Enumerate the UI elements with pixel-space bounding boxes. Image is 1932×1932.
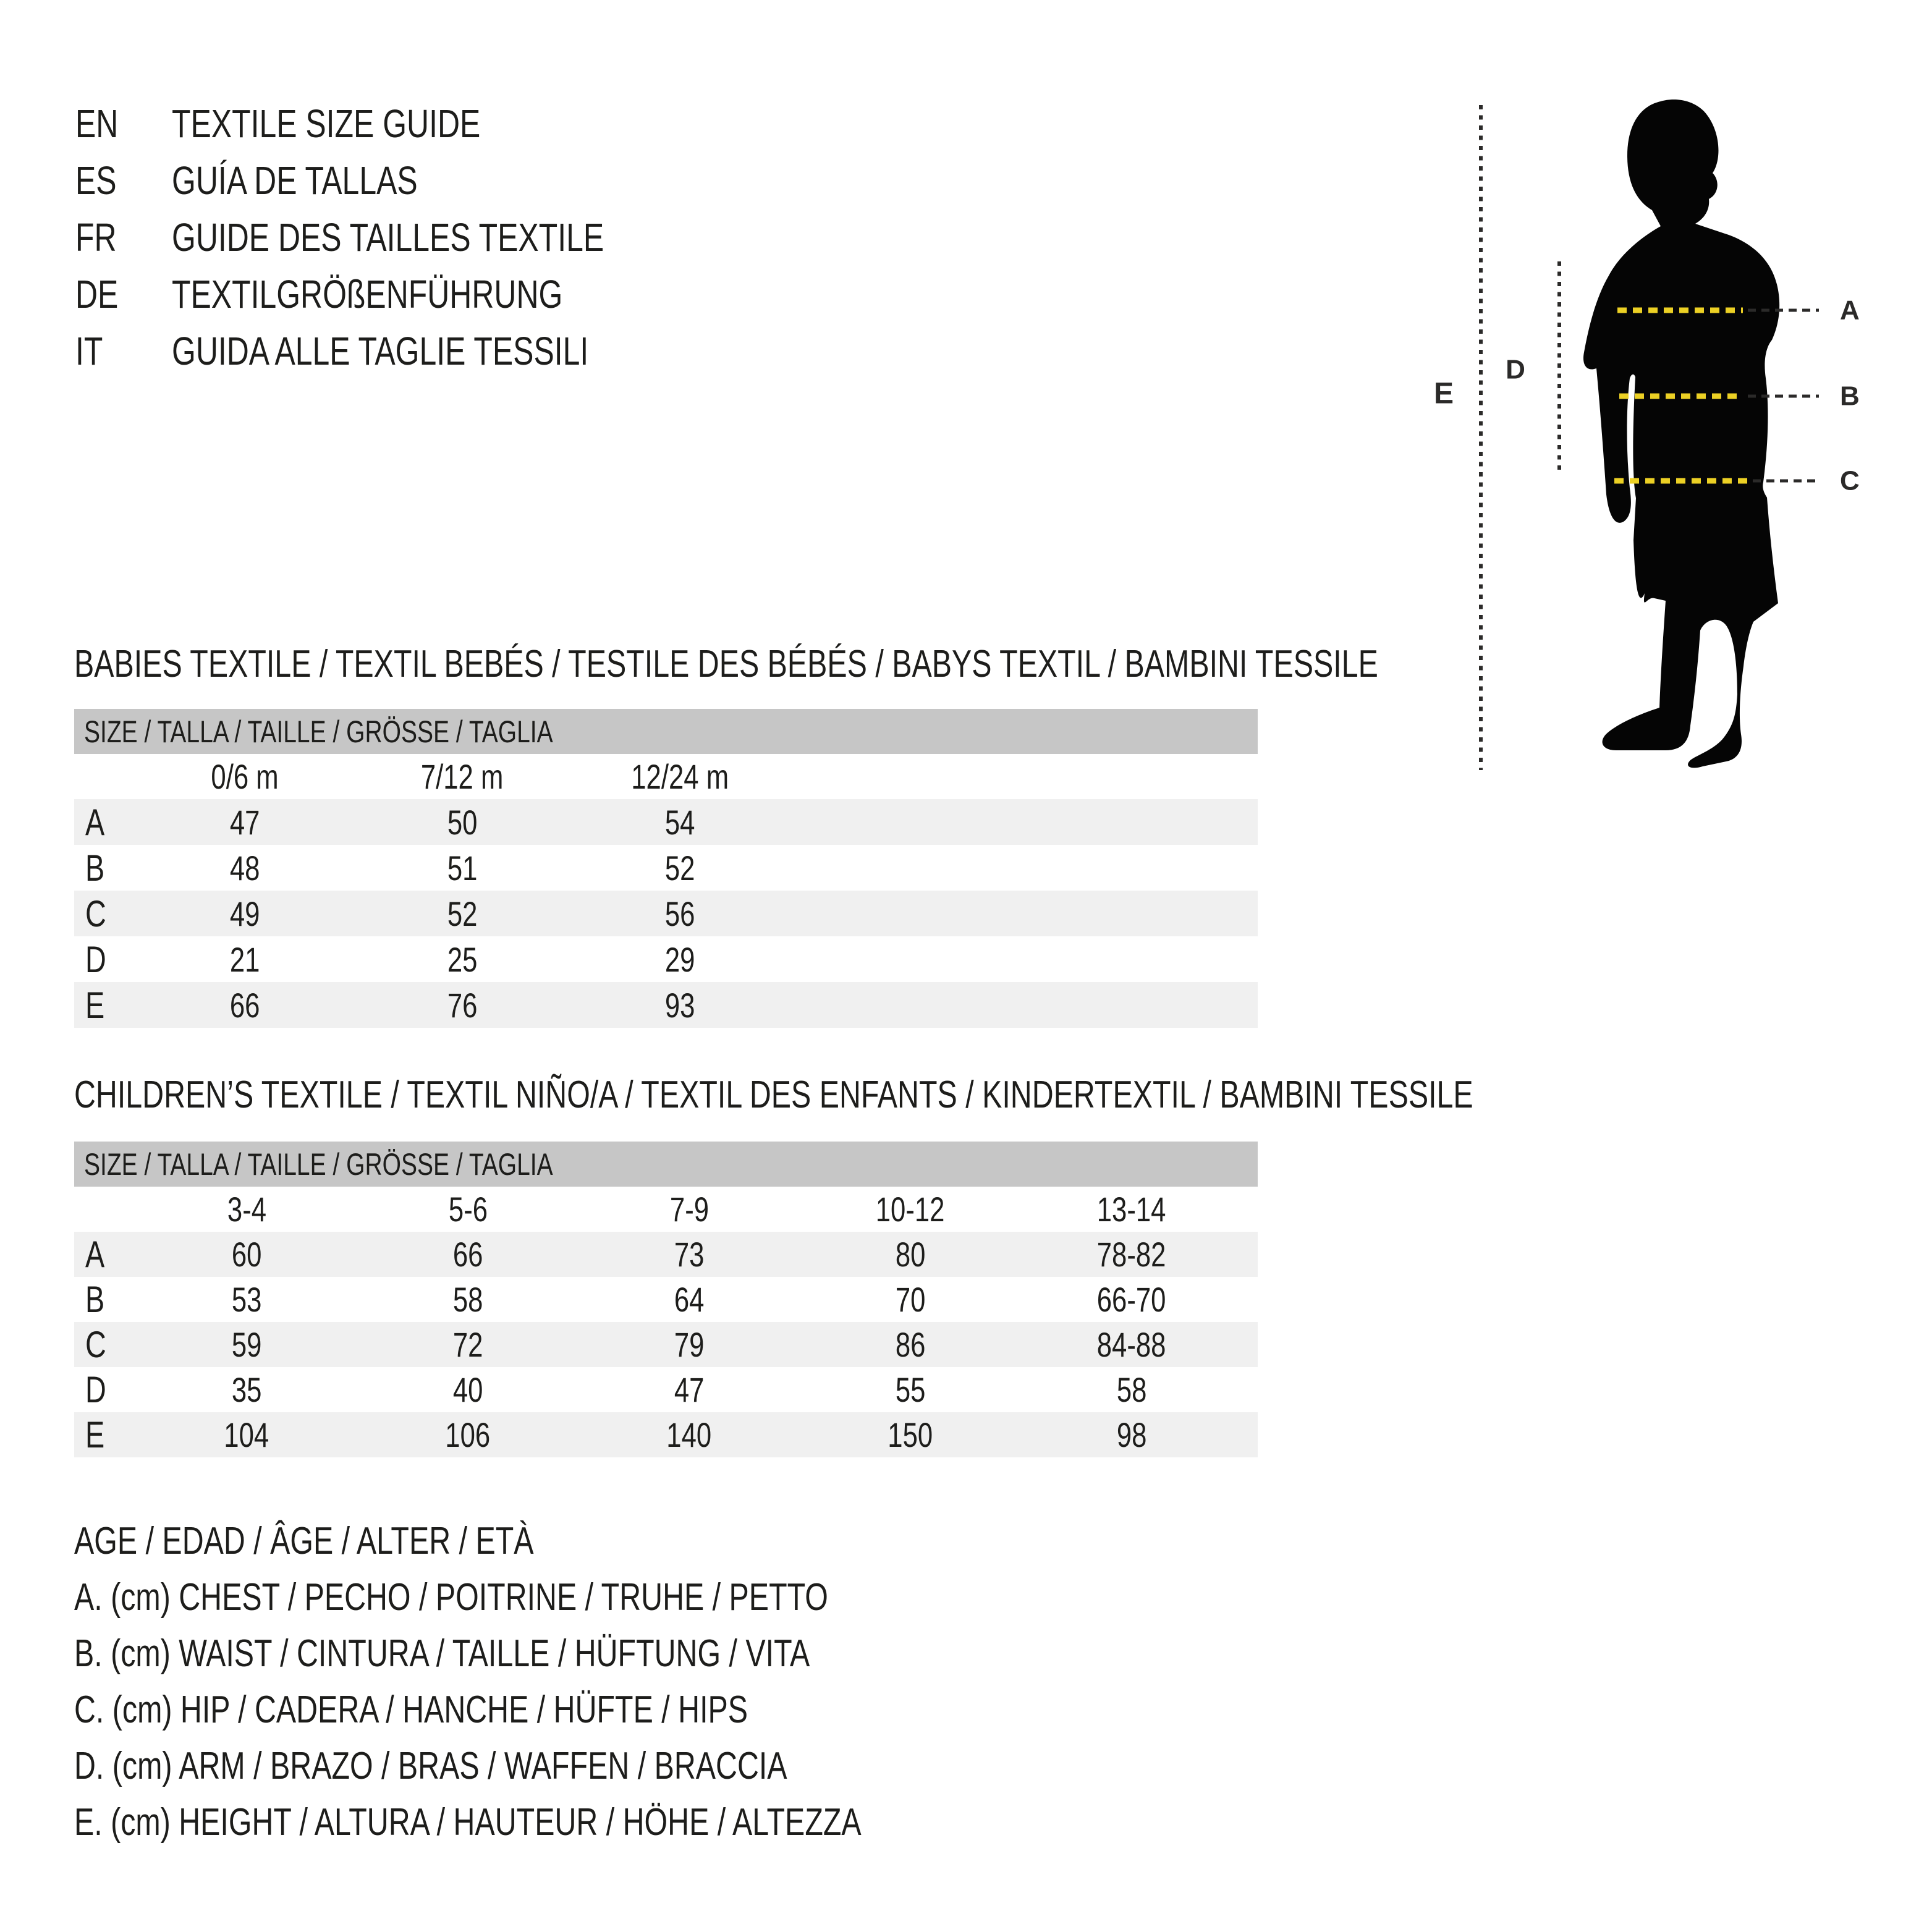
babies-size-table: [74, 709, 1258, 1028]
size-cell: [357, 1234, 578, 1274]
size-cell: [354, 939, 571, 980]
size-cell-text: 52: [664, 848, 695, 888]
legend-line: [74, 1625, 1083, 1682]
size-cell: [571, 848, 789, 888]
language-code-text: DE: [75, 272, 119, 316]
size-cell: [354, 894, 571, 934]
row-label-text: B: [85, 847, 105, 889]
language-title-text: GUÍA DE TALLAS: [172, 158, 418, 203]
language-row: [75, 266, 726, 323]
size-cell-text: 47: [674, 1370, 705, 1409]
row-label: [74, 892, 136, 935]
size-cell-text: 29: [664, 939, 695, 979]
size-cell: [354, 802, 571, 842]
babies-section-heading: [74, 644, 1746, 685]
size-cell-text: 53: [231, 1280, 262, 1319]
size-cell: [357, 1324, 578, 1365]
row-label-text: B: [85, 1279, 105, 1320]
size-cell: [578, 1234, 800, 1274]
size-cell: [571, 985, 789, 1025]
column-header: [136, 756, 354, 797]
language-title-text: TEXTILGRÖßENFÜHRUNG: [172, 272, 563, 316]
size-cell-text: 48: [229, 848, 260, 888]
size-cell-text: 25: [447, 939, 478, 979]
column-header: [800, 1189, 1021, 1229]
size-cell: [136, 1279, 357, 1320]
figure-label-a: A: [1840, 295, 1860, 326]
language-title-text: GUIDA ALLE TAGLIE TESSILI: [172, 329, 589, 373]
size-cell-text: 56: [664, 894, 695, 933]
row-label: [74, 1278, 136, 1321]
legend-line: [74, 1738, 1083, 1794]
children-column-header-row: [74, 1187, 1258, 1232]
babies-table-body: [74, 754, 1258, 1028]
language-title: [172, 101, 567, 146]
size-cell-text: 86: [895, 1325, 926, 1364]
table-row: [74, 1232, 1258, 1277]
size-cell-text: 21: [229, 939, 260, 979]
size-cell-text: 98: [1116, 1415, 1147, 1454]
size-cell: [571, 894, 789, 934]
row-label: [74, 1233, 136, 1276]
size-cell: [578, 1279, 800, 1320]
size-cell: [800, 1324, 1021, 1365]
language-code-text: FR: [75, 215, 117, 260]
language-code: [75, 271, 172, 317]
size-cell: [800, 1415, 1021, 1455]
language-title-block: [75, 95, 726, 379]
language-title: [172, 214, 726, 260]
size-cell-text: 40: [452, 1370, 483, 1409]
table-row: [74, 891, 1258, 936]
children-table-body: [74, 1187, 1258, 1457]
size-cell-text: 78-82: [1097, 1235, 1166, 1274]
size-cell-text: 106: [445, 1415, 491, 1454]
language-code: [75, 328, 172, 374]
size-cell-text: 58: [452, 1280, 483, 1319]
column-header: [357, 1189, 578, 1229]
size-cell-text: 150: [888, 1415, 933, 1454]
column-header-text: 10-12: [876, 1190, 945, 1229]
language-row: [75, 323, 726, 379]
size-cell: [578, 1415, 800, 1455]
figure-label-c: C: [1840, 465, 1860, 496]
row-label: [74, 984, 136, 1027]
size-cell: [136, 848, 354, 888]
size-cell-text: 58: [1116, 1370, 1147, 1409]
row-label: [74, 1323, 136, 1366]
size-cell: [571, 802, 789, 842]
size-cell-text: 51: [447, 848, 478, 888]
language-title-text: GUIDE DES TAILLES TEXTILE: [172, 215, 604, 260]
measurement-figure-svg: [1421, 87, 1932, 791]
row-label-text: C: [85, 1324, 106, 1365]
size-cell-text: 49: [229, 894, 260, 933]
column-header-text: 7-9: [669, 1190, 709, 1229]
children-section-heading-text: CHILDREN’S TEXTILE / TEXTIL NIÑO/A / TEXTIL DES ENFANTS / KINDERTEXTIL / BAMBINI TESSILE: [74, 1074, 1473, 1116]
row-label-text: D: [85, 1369, 106, 1410]
column-header-text: 13-14: [1097, 1190, 1166, 1229]
figure-label-b: B: [1840, 381, 1860, 412]
size-cell: [571, 939, 789, 980]
language-row: [75, 209, 726, 266]
babies-size-header-text: SIZE / TALLA / TAILLE / GRÖSSE / TAGLIA: [84, 714, 553, 749]
column-header: [571, 756, 789, 797]
babies-section-heading-text: BABIES TEXTILE / TEXTIL BEBÉS / TESTILE DES BÉBÉS / BABYS TEXTIL / BAMBINI TESSILE: [74, 643, 1378, 685]
size-cell: [800, 1234, 1021, 1274]
size-cell-text: 60: [231, 1235, 262, 1274]
size-cell-text: 66-70: [1097, 1280, 1166, 1319]
size-cell: [1021, 1234, 1242, 1274]
legend-line: [74, 1794, 1083, 1850]
row-label-text: D: [85, 938, 106, 980]
column-header-text: 7/12 m: [421, 757, 504, 796]
legend-line-text: D. (cm) ARM / BRAZO / BRAS / WAFFEN / BRACCIA: [74, 1745, 787, 1787]
language-code-text: IT: [75, 329, 103, 373]
children-section-heading: [74, 1075, 1868, 1116]
size-cell-text: 59: [231, 1325, 262, 1364]
column-header-text: 0/6 m: [211, 757, 279, 796]
row-label-text: A: [85, 801, 105, 843]
babies-size-header-bar: [74, 709, 1258, 754]
figure-label-e: E: [1433, 377, 1454, 410]
language-title: [172, 328, 706, 374]
legend-line-text: C. (cm) HIP / CADERA / HANCHE / HÜFTE / HIPS: [74, 1688, 748, 1731]
legend-line-text: A. (cm) CHEST / PECHO / POITRINE / TRUHE / PETTO: [74, 1576, 828, 1619]
column-header-text: 12/24 m: [631, 757, 729, 796]
language-title: [172, 271, 673, 317]
size-cell: [357, 1279, 578, 1320]
size-cell: [800, 1279, 1021, 1320]
table-row: [74, 845, 1258, 891]
language-code: [75, 158, 172, 203]
language-code: [75, 101, 172, 146]
size-cell: [1021, 1279, 1242, 1320]
row-label: [74, 801, 136, 844]
size-cell-text: 80: [895, 1235, 926, 1274]
size-cell: [136, 1370, 357, 1410]
table-row: [74, 799, 1258, 845]
size-cell-text: 72: [452, 1325, 483, 1364]
size-cell-text: 70: [895, 1280, 926, 1319]
language-row: [75, 152, 726, 209]
language-title-text: TEXTILE SIZE GUIDE: [172, 101, 481, 146]
children-size-header-bar: [74, 1142, 1258, 1187]
size-cell-text: 64: [674, 1280, 705, 1319]
size-cell: [357, 1415, 578, 1455]
language-code: [75, 214, 172, 260]
row-label: [74, 847, 136, 889]
children-size-table: [74, 1142, 1258, 1457]
size-cell: [136, 1324, 357, 1365]
size-cell: [136, 894, 354, 934]
table-row: [74, 1367, 1258, 1412]
measurement-legend: [74, 1513, 1083, 1850]
size-cell-text: 76: [447, 985, 478, 1025]
size-cell-text: 66: [229, 985, 260, 1025]
size-cell-text: 104: [224, 1415, 269, 1454]
size-cell-text: 79: [674, 1325, 705, 1364]
row-label: [74, 1368, 136, 1411]
measurement-figure: [1421, 87, 1932, 791]
row-label-text: E: [85, 984, 105, 1026]
size-cell: [578, 1370, 800, 1410]
size-cell-text: 50: [447, 802, 478, 842]
column-header: [354, 756, 571, 797]
column-header-text: 3-4: [227, 1190, 266, 1229]
language-code-text: ES: [75, 158, 117, 203]
size-cell: [1021, 1415, 1242, 1455]
language-row: [75, 95, 726, 152]
legend-line: [74, 1569, 1083, 1625]
size-cell-text: 140: [666, 1415, 712, 1454]
table-row: [74, 1277, 1258, 1322]
size-cell: [136, 1415, 357, 1455]
size-cell-text: 35: [231, 1370, 262, 1409]
column-header-text: 5-6: [448, 1190, 488, 1229]
size-cell-text: 47: [229, 802, 260, 842]
size-cell: [1021, 1324, 1242, 1365]
size-cell: [578, 1324, 800, 1365]
size-cell: [1021, 1370, 1242, 1410]
row-label: [74, 1413, 136, 1456]
legend-line-text: B. (cm) WAIST / CINTURA / TAILLE / HÜFTUNG / VITA: [74, 1632, 810, 1675]
children-size-header-text: SIZE / TALLA / TAILLE / GRÖSSE / TAGLIA: [84, 1146, 553, 1182]
column-header: [1021, 1189, 1242, 1229]
legend-line-text: AGE / EDAD / ÂGE / ALTER / ETÀ: [74, 1520, 534, 1562]
table-row: [74, 936, 1258, 982]
size-cell: [136, 939, 354, 980]
column-header: [578, 1189, 800, 1229]
figure-label-d: D: [1506, 354, 1525, 385]
table-row: [74, 982, 1258, 1028]
row-label-text: E: [85, 1414, 105, 1455]
legend-line: [74, 1682, 1083, 1738]
legend-line-text: E. (cm) HEIGHT / ALTURA / HAUTEUR / HÖHE / ALTEZZA: [74, 1801, 862, 1844]
size-cell-text: 73: [674, 1235, 705, 1274]
size-cell-text: 93: [664, 985, 695, 1025]
legend-line: [74, 1513, 1083, 1569]
size-cell: [357, 1370, 578, 1410]
size-cell: [136, 802, 354, 842]
column-header: [136, 1189, 357, 1229]
row-label-text: C: [85, 892, 106, 934]
size-cell-text: 55: [895, 1370, 926, 1409]
row-label: [74, 938, 136, 981]
language-title: [172, 158, 487, 203]
size-cell-text: 66: [452, 1235, 483, 1274]
size-cell: [136, 985, 354, 1025]
size-cell-text: 84-88: [1097, 1325, 1166, 1364]
table-row: [74, 1412, 1258, 1457]
size-cell: [136, 1234, 357, 1274]
size-cell: [354, 985, 571, 1025]
language-code-text: EN: [75, 101, 119, 146]
size-cell: [354, 848, 571, 888]
size-cell-text: 54: [664, 802, 695, 842]
babies-column-header-row: [74, 754, 1258, 799]
row-label-text: A: [85, 1234, 105, 1275]
table-row: [74, 1322, 1258, 1367]
size-cell-text: 52: [447, 894, 478, 933]
size-cell: [800, 1370, 1021, 1410]
